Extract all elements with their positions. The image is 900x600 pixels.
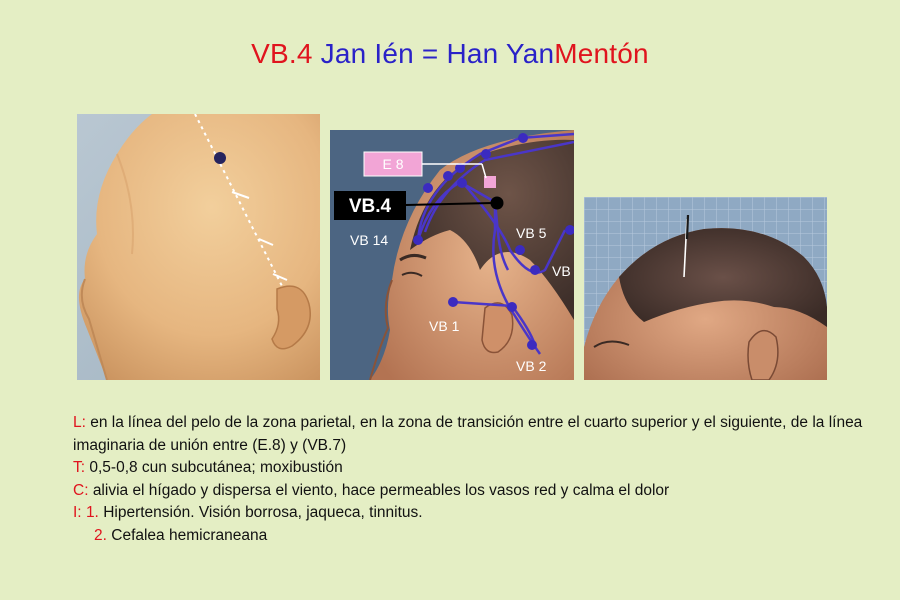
vb2-label: VB 2 xyxy=(516,358,547,374)
indication-2-number: 2. xyxy=(94,526,107,544)
indication-key: I: xyxy=(73,504,82,521)
title-name-3: Mentón xyxy=(554,38,649,69)
indication-line-1 xyxy=(73,502,863,525)
meridian-diagram-panel xyxy=(330,130,574,380)
head-illustration xyxy=(77,114,320,380)
needle-photo xyxy=(584,197,827,380)
indication-line-2 xyxy=(73,525,863,548)
point-description xyxy=(73,412,863,547)
vb1-label: VB 1 xyxy=(429,318,460,334)
indication-2-text: Cefalea hemicraneana xyxy=(111,526,268,544)
vb14-label: VB 14 xyxy=(350,232,389,248)
title-point-code: VB.4 xyxy=(251,38,313,69)
page-title xyxy=(0,38,900,70)
vb4-point-marker xyxy=(491,197,504,210)
indication-1-number: 1. xyxy=(85,504,99,521)
vb4-point-marker xyxy=(214,152,226,164)
vb4-label: VB.4 xyxy=(348,196,392,217)
technique-text: 0,5-0,8 cun subcutánea; moxibustión xyxy=(89,459,343,476)
vb6-label-partial: VB xyxy=(552,263,571,279)
technique-key: T: xyxy=(73,459,86,476)
location-text: en la línea del pelo de la zona parietal, en la zona de transición entre el cuarto superior y el siguiente, de la línea imaginaria de unión entre (E.8) y (VB.7) xyxy=(73,414,863,454)
vb5-label: VB 5 xyxy=(516,225,547,241)
title-equals: = xyxy=(421,38,439,69)
action-line xyxy=(73,480,863,503)
meridian-diagram xyxy=(330,130,574,380)
indication-1-text: Hipertensión. Visión borrosa, jaqueca, tinnitus. xyxy=(103,504,423,521)
e8-label: E 8 xyxy=(382,156,404,172)
head-illustration-panel xyxy=(77,114,320,380)
title-name-2: Han Yan xyxy=(446,38,555,69)
action-key: C: xyxy=(73,481,89,499)
needle-photo-panel xyxy=(584,197,827,380)
title-name-1: Jan Ién xyxy=(320,38,414,69)
action-text: alivia el hígado y dispersa el viento, hace permeables los vasos red y calma el dolor xyxy=(92,481,670,499)
technique-line xyxy=(73,457,863,480)
location-key: L: xyxy=(73,414,86,431)
location-line xyxy=(73,412,863,457)
